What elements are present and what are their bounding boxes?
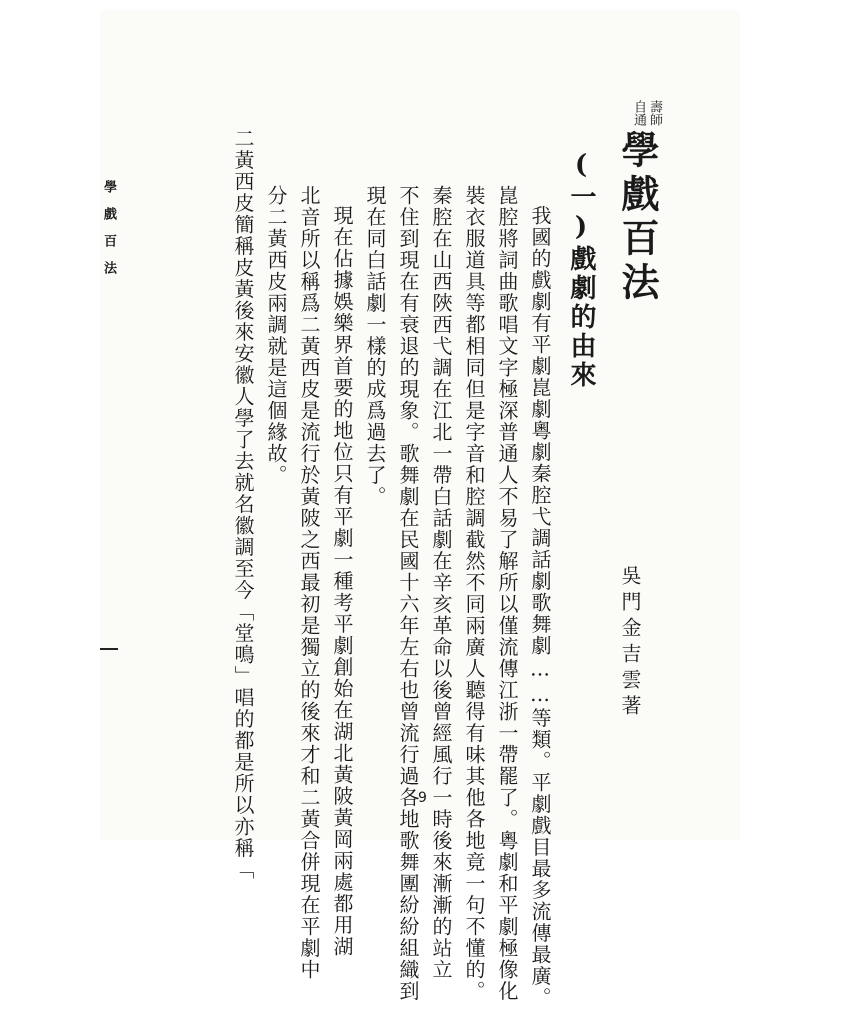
body-column-5: 不住到現在有衰退的現象。歌舞劇在民國十六年左右也曾流行過各地歌舞團紛紛組織到 [396, 185, 420, 1002]
body-column-2: 崑腔將詞曲歌唱文字極深普通人不易了解所以僅流傳江浙一帶罷了。粵劇和平劇極像化 [495, 185, 519, 1002]
page-number: 9 [418, 790, 427, 806]
body-column-10: 二黃西皮簡稱皮黃後來安徽人學了去就名徽調至今「堂鳴」唱的都是所以亦稱「 [231, 128, 255, 881]
body-column-8: 北音所以稱爲二黃西皮是流行於黃陂之西最初是獨立的後來才和二黃合併現在平劇中 [297, 185, 321, 981]
author-line: 吳門金吉雲著 [618, 565, 642, 721]
series-label-line2: 自通 [631, 100, 646, 126]
body-column-4: 秦腔在山西陜西弋調在江北一帶白話劇在辛亥革命以後曾經風行一時後來漸漸的站立 [429, 185, 453, 981]
body-column-9: 分二黃西皮兩調就是這個緣故。 [264, 185, 288, 486]
body-column-6: 現在同白話劇一樣的成爲過去了。 [363, 185, 387, 508]
folio-mark [100, 648, 118, 650]
series-label-line1: 壽師 [647, 100, 662, 126]
body-column-7: 現在佔據娛樂界首要的地位只有平劇一種考平劇創始在湖北黃陂黃岡兩處都用湖 [330, 205, 354, 958]
body-column-1: 我國的戲劇有平劇崑劇粵劇秦腔弋調話劇歌舞劇……等類。平劇戲目最多流傳最廣。 [528, 205, 552, 1009]
running-head: 學戲百法 [101, 180, 116, 288]
body-column-3: 裝衣服道具等都相同但是字音和腔調截然不同兩廣人聽得有味其他各地竟一句不懂的。 [462, 185, 486, 1002]
chapter-heading: (一)戲劇的由來 [566, 150, 596, 390]
book-title: 學戲百法 [615, 130, 660, 306]
